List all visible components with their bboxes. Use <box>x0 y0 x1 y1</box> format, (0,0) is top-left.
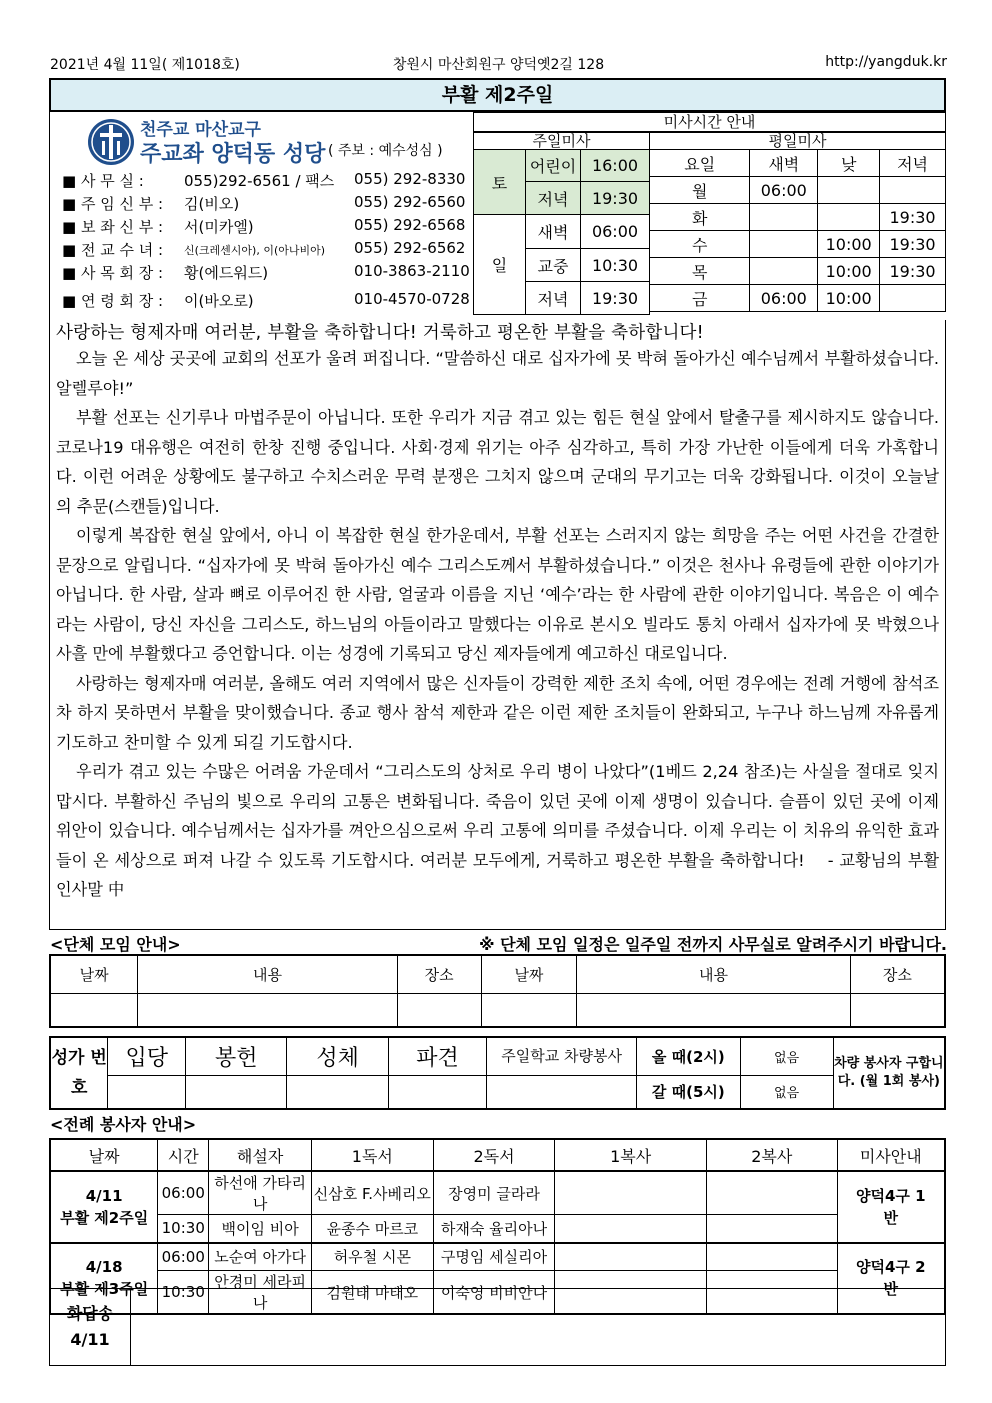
diocese-name: 천주교 마산교구 <box>140 120 261 140</box>
easter-message <box>49 320 946 930</box>
mass-guide-team: 양덕4구 1반 <box>837 1171 945 1243</box>
table-row: 10:30 백이임 비아 윤종수 마르코 하재숙 율리아나 <box>50 1215 945 1243</box>
group-meeting-title: <단체 모임 안내> <box>50 935 181 954</box>
message-headline: 사랑하는 형제자매 여러분, 부활을 축하합니다! 거룩하고 평온한 부활을 축하합니다! <box>56 323 704 343</box>
table-row: 10:30 안경미 세라피나 김원태 마태오 이숙영 비비안나 <box>50 1271 945 1315</box>
message-signature: - 교황님의 부활 인사말 中 <box>56 850 939 899</box>
message-paragraph: 사랑하는 형제자매 여러분, 올해도 여러 지역에서 많은 신자들이 강력한 제한 조치 속에, 어떤 경우에는 전례 거행에 참석조차 하지 못하면서 부활을 맞이했습니다. 종교 행사 참석 제한과 같은 이런 제한 조치들이 완화되고, 누구나 하느님께 자유롭게 기도하고 찬미할 수 있게 되길 기도합시다. <box>56 673 939 752</box>
sunday-school-driver-label: 주일학교 차량봉사 <box>487 1037 637 1075</box>
liturgy-week-date: 4/11 부활 제2주일 <box>50 1171 158 1243</box>
parish-patron: ( 주보 : 예수성심 ) <box>328 143 443 159</box>
sunday-mass-table: 주일미사 토 어린이 16:00 저녁 19:30 일 새벽 06:00 교중 10:30 저녁 19:30 <box>473 132 650 315</box>
weekday-mass-table: 평일미사 요일 새벽 낮 저녁 월 06:00 화 19:30 수 10:00 19:30 목 10:00 19:30 금 06:00 10:00 <box>649 132 946 312</box>
message-paragraph: 이렇게 복잡한 현실 앞에서, 아니 이 복잡한 현실 한가운데서, 부활 선포는 스러지지 않는 희망을 주는 어떤 사건을 간결한 문장으로 알립니다. “십자가에 못 박혀 돌아가신 예수 그리스도께서 부활하셨습니다.” 이것은 천사나 유령들에 관한 이야기가 아닙니다. 한 사람, 살과 뼈로 이루어진 한 사람, 얼굴과 이름을 지닌 ‘예수’라는 한 사람에 관한 이야기입니다. 복음은 이 예수라는 사람이, 당신 자신을 그리스도, 하느님의 아들이라고 말했다는 이유로 본시오 빌라도 통치 아래서 십자가에 못 박혔으나 사흘 만에 부활했다고 증언합니다. 이는 성경에 기록되고 당신 제자들에게 예고하신 대로입니다. <box>56 526 939 663</box>
liturgy-servers-title: <전례 봉사자 안내> <box>50 1115 197 1134</box>
group-meeting-notice: ※ 단체 모임 일정은 일주일 전까지 사무실로 알려주시기 바랍니다. <box>478 935 947 954</box>
message-paragraph: 부활 선포는 신기루나 마법주문이 아닙니다. 또한 우리가 지금 겪고 있는 힘든 현실 앞에서 탈출구를 제시하지도 않습니다. 코로나19 대유행은 여전히 한창 진행 중입니다. 사회·경제 위기는 아주 심각하고, 특히 가장 가난한 이들에게 더욱 가혹합니다. 이런 어려운 상황에도 불구하고 수치스러운 무력 분쟁은 그치지 않으며 군대의 무기고는 더욱 강화됩니다. 이것이 오늘날의 추문(스캔들)입니다. <box>56 408 939 516</box>
mass-schedule-title: 미사시간 안내 <box>473 112 946 132</box>
table-row: 4/11 부활 제2주일 06:00 하선애 가타리나 신삼호 F.사베리오 장영미 글라라 양덕4구 1반 <box>50 1171 945 1215</box>
website-link[interactable]: http://yangduk.kr <box>825 54 947 70</box>
psalm-label: 화답송 4/11 <box>50 1289 131 1365</box>
mass-schedule <box>473 112 946 320</box>
saturday-label: 토 <box>474 150 526 215</box>
responsorial-psalm <box>49 1288 946 1366</box>
parish-name: 주교좌 양덕동 성당 <box>140 142 326 167</box>
mass-guide-team: 양덕4구 2반 <box>837 1243 945 1315</box>
sunday-mass-title: 주일미사 <box>474 133 650 150</box>
message-paragraph: 우리가 겪고 있는 수많은 어려움 가운데서 “그리스도의 상처로 우리 병이 나았다”(1베드 2,24 참조)는 사실을 절대로 잊지 맙시다. 부활하신 주님의 빛으로 우리의 고통은 변화됩니다. 죽음이 있던 곳에 이제 생명이 있습니다. 슬픔이 있던 곳에 이제 위안이 있습니다. 예수님께서는 십자가를 껴안으심으로써 우리 고통에 의미를 주셨습니다. 이제 우리는 이 치유의 유익한 효과들이 온 세상으로 퍼져 나갈 수 있도록 기도합시다. 여러분 모두에게, 거룩하고 평온한 부활을 축하합니다! - 교황님의 부활 인사말 中 <box>56 762 939 899</box>
group-meeting-table: 날짜 내용 장소 날짜 내용 장소 <box>49 954 946 1028</box>
info-row: ■ 전 교 수 녀 : 신(크레센시아), 이(아나비아) 055) 292-6562 <box>62 239 466 259</box>
liturgy-week-date: 4/18 부활 제3주일 <box>50 1243 158 1315</box>
bulletin-header <box>50 52 947 74</box>
liturgy-servers-table: 날짜 시간 해설자 1독서 2독서 1복사 2복사 미사안내 4/11 부활 제2주일 06:00 하선애 가타리나 신삼호 F.사베리오 장영미 글라라 양덕4구 1반 10:30 백이임 비아 윤종수 마르코 하재숙 율리아나 4/18 부활 제3주일 06:00 노순여 아가다 허우철 시몬 구명임 세실리아 양덕4구 2반 10:30 안경미 세라피나 김원태 마태오 이숙영 비비안나 <box>49 1138 946 1315</box>
driver-recruit-notice: 차량 봉사자 구합니다. (월 1회 봉사) <box>833 1037 945 1109</box>
group-meeting-header <box>50 932 947 954</box>
hymn-number-label: 성가 번호 <box>50 1037 108 1109</box>
info-row: ■ 사 목 회 장 : 황(에드워드) 010-3863-2110 <box>62 262 470 282</box>
message-paragraph: 오늘 온 세상 곳곳에 교회의 선포가 울려 퍼집니다. “말씀하신 대로 십자가에 못 박혀 돌아가신 예수님께서 부활하셨습니다. 알렐루야!” <box>56 349 939 398</box>
info-row: ■ 사 무 실 : 055)292-6561 / 팩스 055) 292-8330 <box>62 170 466 190</box>
parish-logo-icon <box>86 117 136 167</box>
info-row: ■ 연 령 회 장 : 이(바오로) 010-4570-0728 <box>62 290 470 310</box>
info-row: ■ 보 좌 신 부 : 서(미카엘) 055) 292-6568 <box>62 216 466 236</box>
weekday-mass-title: 평일미사 <box>650 133 946 150</box>
hymn-and-driver-table: 성가 번호 입당 봉헌 성체 파견 주일학교 차량봉사 올 때(2시) 없음 차량 봉사자 구합니다. (월 1회 봉사) 갈 때(5시) 없음 <box>49 1036 946 1110</box>
church-address: 창원시 마산회원구 양덕옛2길 128 <box>392 57 605 73</box>
info-row: ■ 주 임 신 부 : 김(비오) 055) 292-6560 <box>62 193 466 213</box>
issue-date: 2021년 4월 11일( 제1018호) <box>50 57 240 73</box>
table-row: 4/18 부활 제3주일 06:00 노순여 아가다 허우철 시몬 구명임 세실리아 양덕4구 2반 <box>50 1243 945 1271</box>
page-title: 부활 제2주일 <box>49 78 946 112</box>
sunday-label: 일 <box>474 215 526 315</box>
